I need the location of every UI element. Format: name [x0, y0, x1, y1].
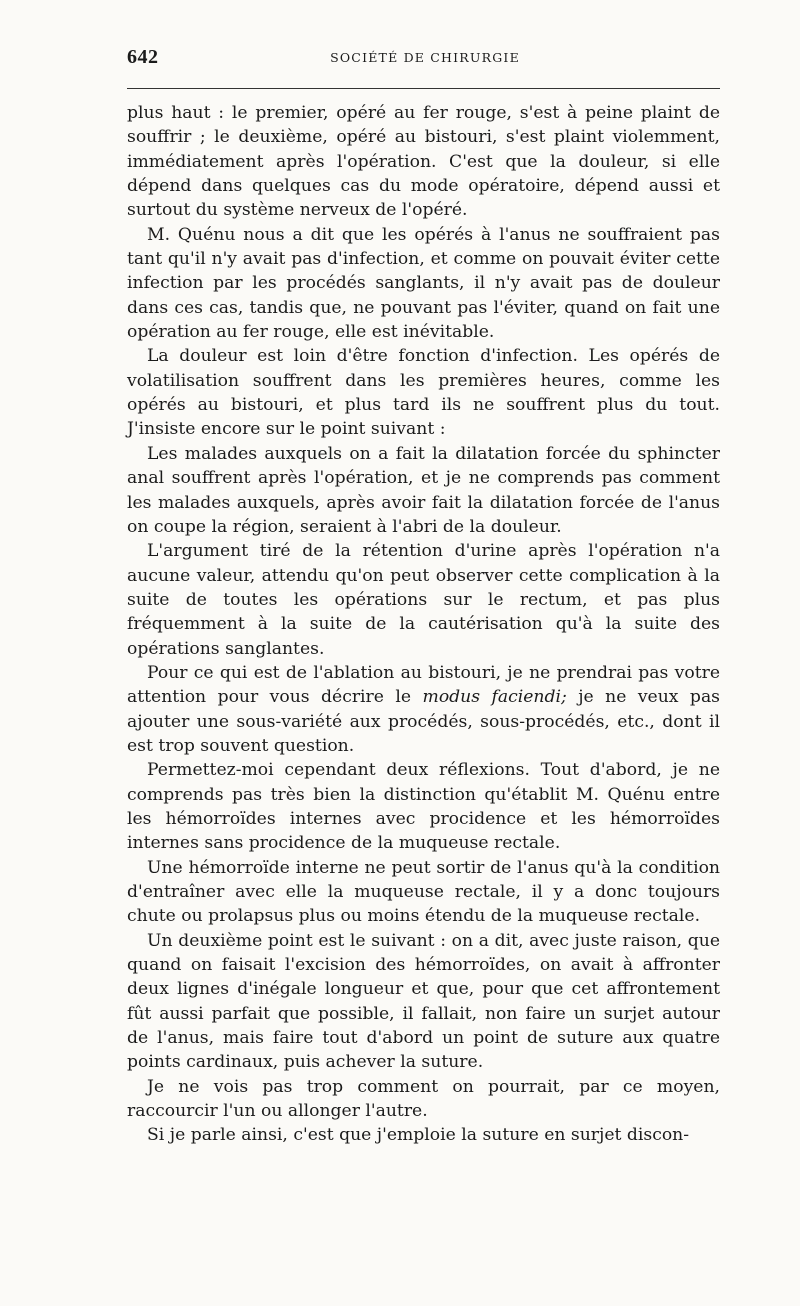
paragraph-3: La douleur est loin d'être fonction d'infection. Les opérés de volatilisation souffrent dans les premières heures, comme les opérés au bistouri, et plus tard ils ne souffrent plus du tout. J'insiste encore sur le point suivant :	[127, 346, 720, 440]
header-rule	[127, 88, 720, 89]
running-head	[127, 44, 723, 70]
body-text	[127, 101, 720, 1148]
page-number: 642	[127, 46, 159, 68]
paragraph-11: Si je parle ainsi, c'est que j'emploie la suture en surjet discon-	[147, 1125, 690, 1146]
paragraph-2: M. Quénu nous a dit que les opérés à l'anus ne souffraient pas tant qu'il n'y avait pas d'infection, et comme on pouvait éviter cette infection par les procédés sanglants, il n'y avait pas de douleur dans ces cas, tandis que, ne pouvant pas l'éviter, quand on fait une opération au fer rouge, elle est inévitable.	[127, 224, 720, 343]
paragraph-6-text-after: je ne veux pas ajouter une sous-variété aux procédés, sous-procédés, etc., dont il est trop souvent question.	[127, 687, 721, 756]
paragraph-6	[127, 661, 720, 758]
paragraph-5: L'argument tiré de la rétention d'urine après l'opération n'a aucune valeur, attendu qu'on peut observer cette complication à la suite de toutes les opérations sur le rectum, et pas plus fréquemment à la suite de la cautérisation qu'à la suite des opérations sanglantes.	[127, 541, 720, 659]
paragraph-7: Permettez-moi cependant deux réflexions. Tout d'abord, je ne comprends pas très bien la distinction qu'établit M. Quénu entre les hémorroïdes internes avec procidence et les hémorroïdes internes sans procidence de la muqueuse rectale.	[127, 760, 720, 854]
paragraph-4: Les malades auxquels on a fait la dilatation forcée du sphincter anal souffrent après l'opération, et je ne comprends pas comment les malades auxquels, après avoir fait la dilatation forcée de l'anus on coupe la région, seraient à l'abri de la douleur.	[127, 443, 720, 537]
running-title: SOCIÉTÉ DE CHIRURGIE	[330, 50, 520, 65]
paragraph-9: Un deuxième point est le suivant : on a dit, avec juste raison, que quand on faisait l'excision des hémorroïdes, on avait à affronter deux lignes d'inégale longueur et que, pour que cet affrontement fût aussi parfait que possible, il fallait, non faire un surjet autour de l'anus, mais faire tout d'abord un point de suture aux quatre points cardinaux, puis achever la suture.	[127, 930, 720, 1073]
paragraph-10: Je ne vois pas trop comment on pourrait, par ce moyen, raccourcir l'un ou allonger l'autre.	[127, 1076, 720, 1122]
latin-phrase: modus faciendi;	[422, 687, 567, 708]
paragraph-6-text-before: Pour ce qui est de l'ablation au bistouri, je ne prendrai pas votre attention pour vous décrire le	[127, 662, 720, 708]
paragraph-8: Une hémorroïde interne ne peut sortir de l'anus qu'à la condition d'entraîner avec elle la muqueuse rectale, il y a donc toujours chute ou prolapsus plus ou moins étendu de la muqueuse rectale.	[127, 857, 720, 927]
paragraph-1: plus haut : le premier, opéré au fer rouge, s'est à peine plaint de souffrir ; le deuxième, opéré au bistouri, s'est plaint violemment, immédiatement après l'opération. C'est que la douleur, si elle dépend dans quelques cas du mode opératoire, dépend aussi et surtout du système nerveux de l'opéré.	[127, 103, 720, 221]
